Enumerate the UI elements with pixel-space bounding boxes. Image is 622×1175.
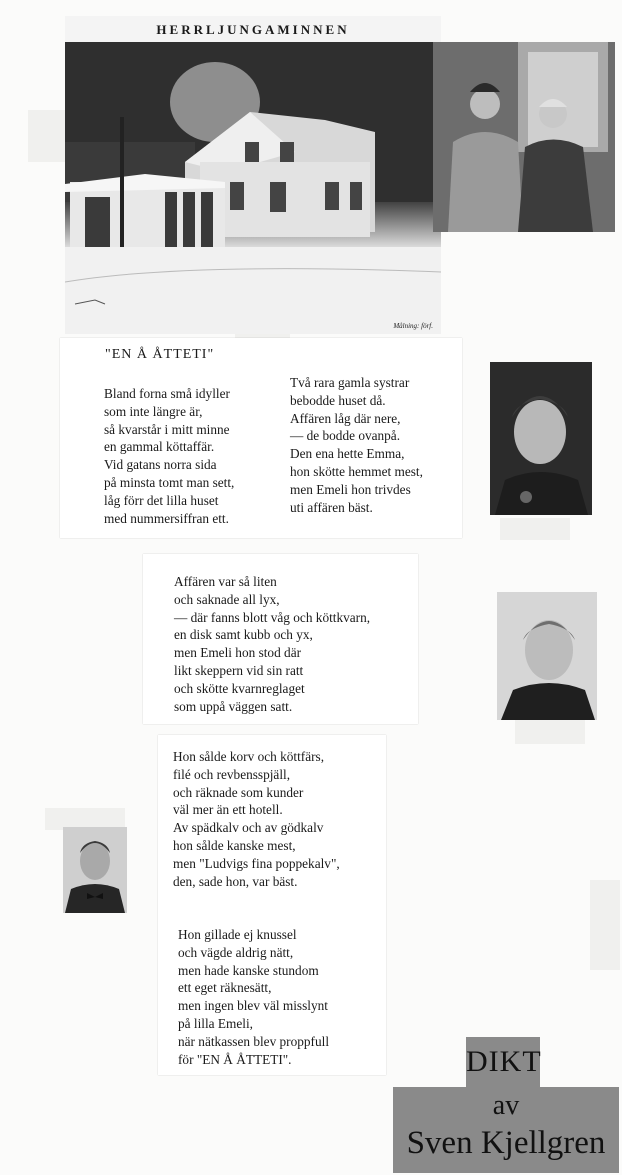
poem-stanza-4: Hon sålde korv och köttfärs, filé och revbensspjäll, och räknade som kunder väl mer än ett hotell. Av spädkalv och av gödkalv hon sålde kanske mest, men "Ludvigs fina poppekalv", den, sade hon, var bäst. <box>173 749 340 889</box>
portrait-woman-2-drawing <box>497 592 597 720</box>
section-heading: HERRLJUNGAMINNEN <box>65 16 441 43</box>
signature-author: Sven Kjellgren <box>406 1125 606 1161</box>
signature-dikt: DIKT <box>466 1045 542 1078</box>
poem-stanza-2: Två rara gamla systrar bebodde huset då. Affären låg där nere, — de bodde ovanpå. Den ena hette Emma, hon skötte hemmet mest, men Emeli hon trivdes uti affären bäst. <box>290 375 423 515</box>
tape-strip <box>500 518 570 540</box>
signature-box-bottom <box>393 1087 619 1173</box>
photo-two-sisters <box>433 42 615 232</box>
portrait-woman-1 <box>490 362 592 515</box>
poem-stanza-3: Affären var så liten och saknade all lyx, — där fanns blott våg och köttkvarn, en disk samt kubb och yx, men Emeli hon stod där likt skeppern vid sin ratt och skötte kvarnreglaget som uppå väggen satt. <box>174 574 371 714</box>
tape-strip <box>515 720 585 744</box>
portrait-woman-1-drawing <box>490 362 592 515</box>
portrait-man-drawing <box>63 827 127 913</box>
poem-title: "EN Å ÅTTETI" <box>105 347 215 362</box>
signature-box-top <box>466 1037 540 1087</box>
signature-av: av <box>492 1090 520 1121</box>
house-painting <box>65 42 441 334</box>
house-painting-drawing <box>65 42 441 334</box>
painting-caption: Målning: förf. <box>393 322 433 330</box>
poem-stanza-1: Bland forna små idyller som inte längre är, så kvarstår i mitt minne en gammal köttaffär. Vid gatans norra sida på minsta tomt man sett, låg förr det lilla huset med nummersiffran ett. <box>104 386 235 526</box>
tape-strip <box>590 880 620 970</box>
photo-two-sisters-drawing <box>433 42 615 232</box>
portrait-woman-2 <box>497 592 597 720</box>
poem-stanza-5: Hon gillade ej knussel och vägde aldrig nätt, men hade kanske stundom ett eget räknesätt, men ingen blev väl misslynt på lilla Emeli, när nätkassen blev proppfull för "EN Å ÅTTETI". <box>178 927 330 1067</box>
portrait-man <box>63 827 127 913</box>
